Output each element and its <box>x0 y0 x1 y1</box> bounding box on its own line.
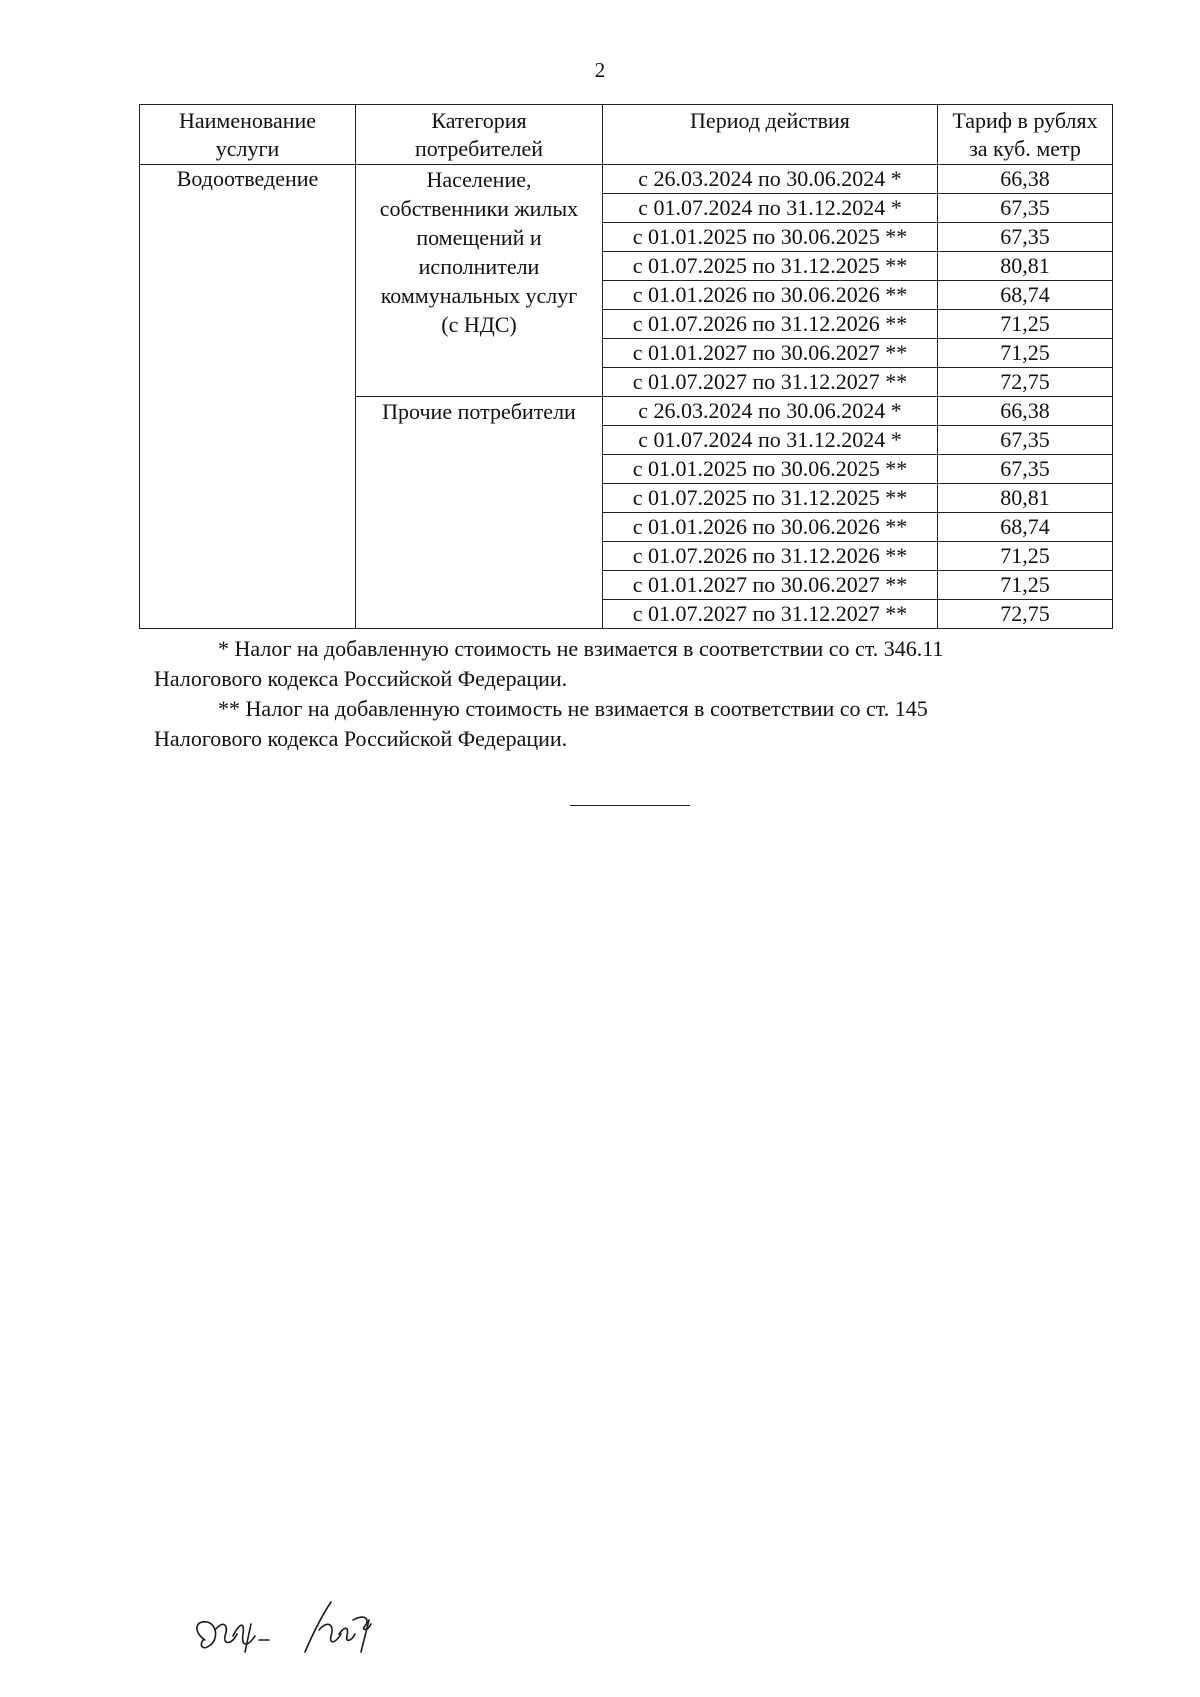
service-name-cell: Водоотведение <box>140 165 356 629</box>
tariff-cell: 80,81 <box>938 484 1113 513</box>
tariff-cell: 66,38 <box>938 397 1113 426</box>
tariff-cell: 71,25 <box>938 339 1113 368</box>
tariff-cell: 67,35 <box>938 223 1113 252</box>
footnote-line-1 <box>154 694 1100 724</box>
tariff-cell: 72,75 <box>938 368 1113 397</box>
period-cell: с 01.07.2025 по 31.12.2025 ** <box>603 484 938 513</box>
page-number: 2 <box>594 58 606 82</box>
footnote-double-asterisk <box>154 694 1100 754</box>
category-line: Прочие потребители <box>382 399 576 424</box>
tariff-cell: 67,35 <box>938 426 1113 455</box>
footnote-text: Налог на добавленную стоимость не взимается в соответствии со ст. 346.11 <box>234 636 944 661</box>
period-cell: с 26.03.2024 по 30.06.2024 * <box>603 397 938 426</box>
period-cell: с 01.01.2027 по 30.06.2027 ** <box>603 339 938 368</box>
tariff-cell: 68,74 <box>938 513 1113 542</box>
footnote-single-asterisk <box>154 634 1100 694</box>
table-row <box>140 165 1113 194</box>
header-service-line-1: Наименование <box>178 108 317 133</box>
category-line: (с НДС) <box>441 312 517 337</box>
category-line: собственники жилых <box>379 196 579 221</box>
header-service <box>140 105 356 165</box>
period-cell: с 01.01.2027 по 30.06.2027 ** <box>603 571 938 600</box>
header-tariff-line-1: Тариф в рублях <box>952 108 1098 133</box>
period-cell: с 01.01.2025 по 30.06.2025 ** <box>603 223 938 252</box>
header-category <box>356 105 603 165</box>
tariff-cell: 72,75 <box>938 600 1113 629</box>
tariff-cell: 71,25 <box>938 571 1113 600</box>
header-category-line-2: потребителей <box>415 136 543 161</box>
category-line: Население, <box>426 167 532 192</box>
footnote-line-2: Налогового кодекса Российской Федерации. <box>154 666 568 691</box>
header-category-line-1: Категория <box>431 108 527 133</box>
table-header-row <box>140 105 1113 165</box>
period-cell: с 26.03.2024 по 30.06.2024 * <box>603 165 938 194</box>
period-cell: с 01.07.2026 по 31.12.2026 ** <box>603 542 938 571</box>
footnote-line-2: Налогового кодекса Российской Федерации. <box>154 726 568 751</box>
period-cell: с 01.01.2025 по 30.06.2025 ** <box>603 455 938 484</box>
category-line: коммунальных услуг <box>380 283 578 308</box>
tariff-cell: 80,81 <box>938 252 1113 281</box>
category-cell-other <box>356 397 603 629</box>
period-cell: с 01.01.2026 по 30.06.2026 ** <box>603 513 938 542</box>
category-line: помещений и <box>416 225 542 250</box>
category-line: исполнители <box>418 254 540 279</box>
header-service-line-2: услуги <box>215 136 280 161</box>
period-cell: с 01.07.2026 по 31.12.2026 ** <box>603 310 938 339</box>
tariff-cell: 67,35 <box>938 455 1113 484</box>
tariff-table <box>139 104 1113 629</box>
category-cell-population <box>356 165 603 397</box>
footnote-marker: ** <box>218 696 240 721</box>
footnote-text: Налог на добавленную стоимость не взимается в соответствии со ст. 145 <box>245 696 928 721</box>
header-period: Период действия <box>603 105 938 165</box>
handwritten-signature-icon <box>185 1590 415 1670</box>
period-cell: с 01.07.2027 по 31.12.2027 ** <box>603 600 938 629</box>
tariff-cell: 67,35 <box>938 194 1113 223</box>
tariff-cell: 66,38 <box>938 165 1113 194</box>
period-cell: с 01.07.2024 по 31.12.2024 * <box>603 426 938 455</box>
header-tariff <box>938 105 1113 165</box>
period-cell: с 01.01.2026 по 30.06.2026 ** <box>603 281 938 310</box>
period-cell: с 01.07.2025 по 31.12.2025 ** <box>603 252 938 281</box>
period-cell: с 01.07.2027 по 31.12.2027 ** <box>603 368 938 397</box>
header-tariff-line-2: за куб. метр <box>969 136 1081 161</box>
footnote-marker: * <box>218 636 229 661</box>
footnote-line-1 <box>154 634 1100 664</box>
tariff-cell: 68,74 <box>938 281 1113 310</box>
period-cell: с 01.07.2024 по 31.12.2024 * <box>603 194 938 223</box>
tariff-cell: 71,25 <box>938 310 1113 339</box>
tariff-cell: 71,25 <box>938 542 1113 571</box>
end-divider <box>570 805 690 806</box>
